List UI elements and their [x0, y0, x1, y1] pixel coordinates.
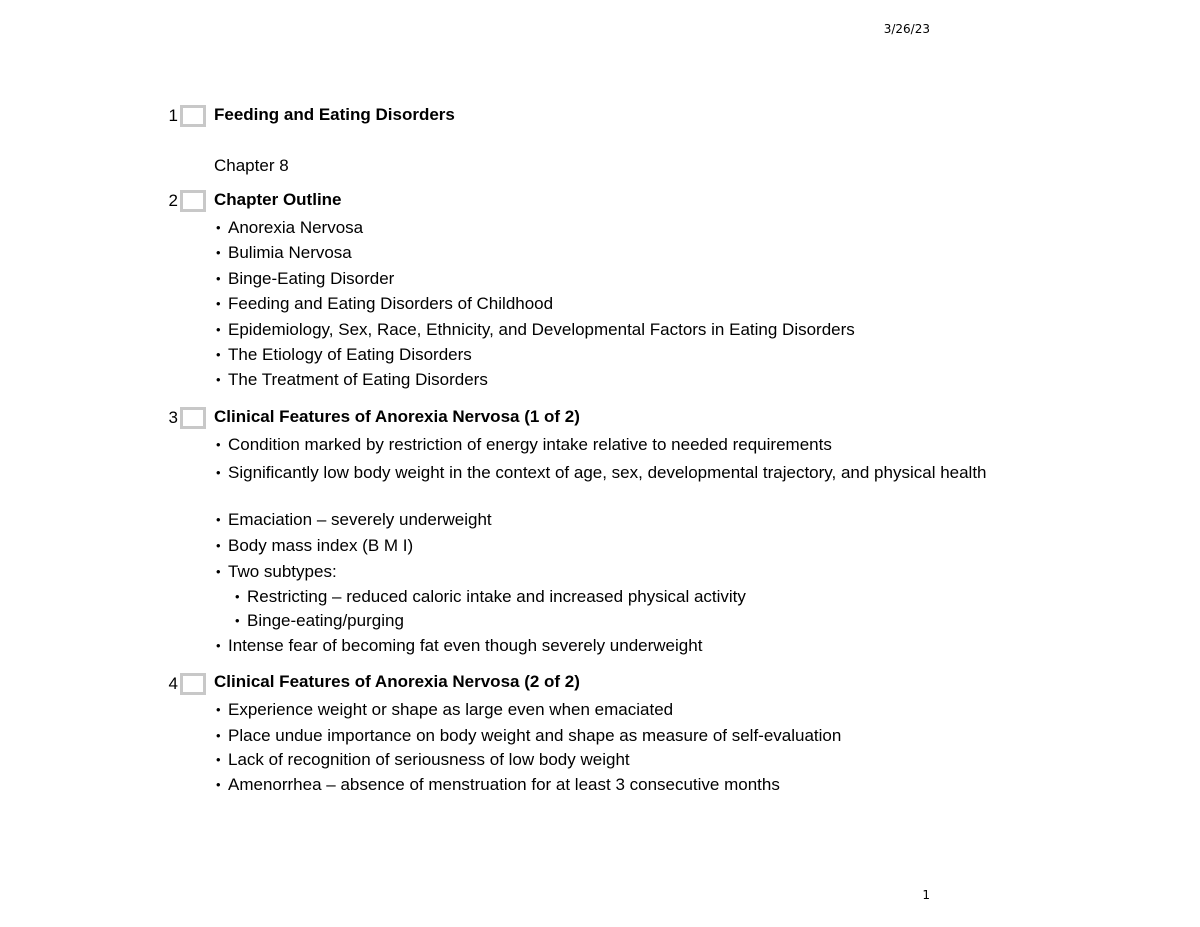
list-item: • Amenorrhea – absence of menstruation for at least 3 consecutive months	[216, 775, 1016, 800]
slide-subtitle: Chapter 8	[214, 156, 289, 175]
list-item: • Emaciation – severely underweight	[216, 510, 1006, 536]
bullet-list	[216, 218, 1016, 395]
list-item: • The Treatment of Eating Disorders	[216, 370, 1016, 395]
page-number: 1	[922, 888, 930, 902]
slide-number: 1	[168, 106, 178, 125]
list-item: • Body mass index (B M I)	[216, 536, 1006, 562]
slide-thumbnail	[180, 105, 206, 127]
list-item: • Epidemiology, Sex, Race, Ethnicity, and Developmental Factors in Eating Disorders	[216, 320, 1016, 345]
list-item: • Anorexia Nervosa	[216, 218, 1016, 243]
list-item: • Experience weight or shape as large even when emaciated	[216, 700, 1016, 726]
slide-title: Clinical Features of Anorexia Nervosa (1 of 2)	[214, 407, 580, 426]
slide-title: Chapter Outline	[214, 190, 342, 209]
slide-number: 3	[168, 408, 178, 427]
date-header: 3/26/23	[883, 22, 930, 36]
list-item: • Place undue importance on body weight and shape as measure of self-evaluation	[216, 726, 1016, 750]
slide-thumbnail	[180, 407, 206, 429]
list-item: • Intense fear of becoming fat even though severely underweight	[216, 636, 1006, 661]
slide-thumbnail	[180, 673, 206, 695]
slide-title: Feeding and Eating Disorders	[214, 105, 455, 124]
list-item: • Feeding and Eating Disorders of Childhood	[216, 294, 1016, 320]
slide-title: Clinical Features of Anorexia Nervosa (2 of 2)	[214, 672, 580, 691]
slide-number: 4	[168, 674, 178, 693]
bullet-list	[216, 700, 1016, 800]
slide-thumbnail	[180, 190, 206, 212]
list-item: • Bulimia Nervosa	[216, 243, 1016, 269]
list-item: • Binge-eating/purging	[235, 611, 1006, 636]
list-item: • Condition marked by restriction of energy intake relative to needed requirements	[216, 435, 1006, 462]
list-item: • Restricting – reduced caloric intake and increased physical activity	[235, 587, 1006, 611]
list-item: • Lack of recognition of seriousness of low body weight	[216, 750, 1016, 775]
list-item: • Binge-Eating Disorder	[216, 269, 1016, 294]
list-item: • Significantly low body weight in the context of age, sex, developmental trajectory, and physical health	[216, 462, 1006, 510]
bullet-list	[216, 435, 1006, 661]
list-item: • The Etiology of Eating Disorders	[216, 345, 1016, 370]
list-item: • Two subtypes:	[216, 562, 1006, 587]
slide-number: 2	[168, 191, 178, 210]
